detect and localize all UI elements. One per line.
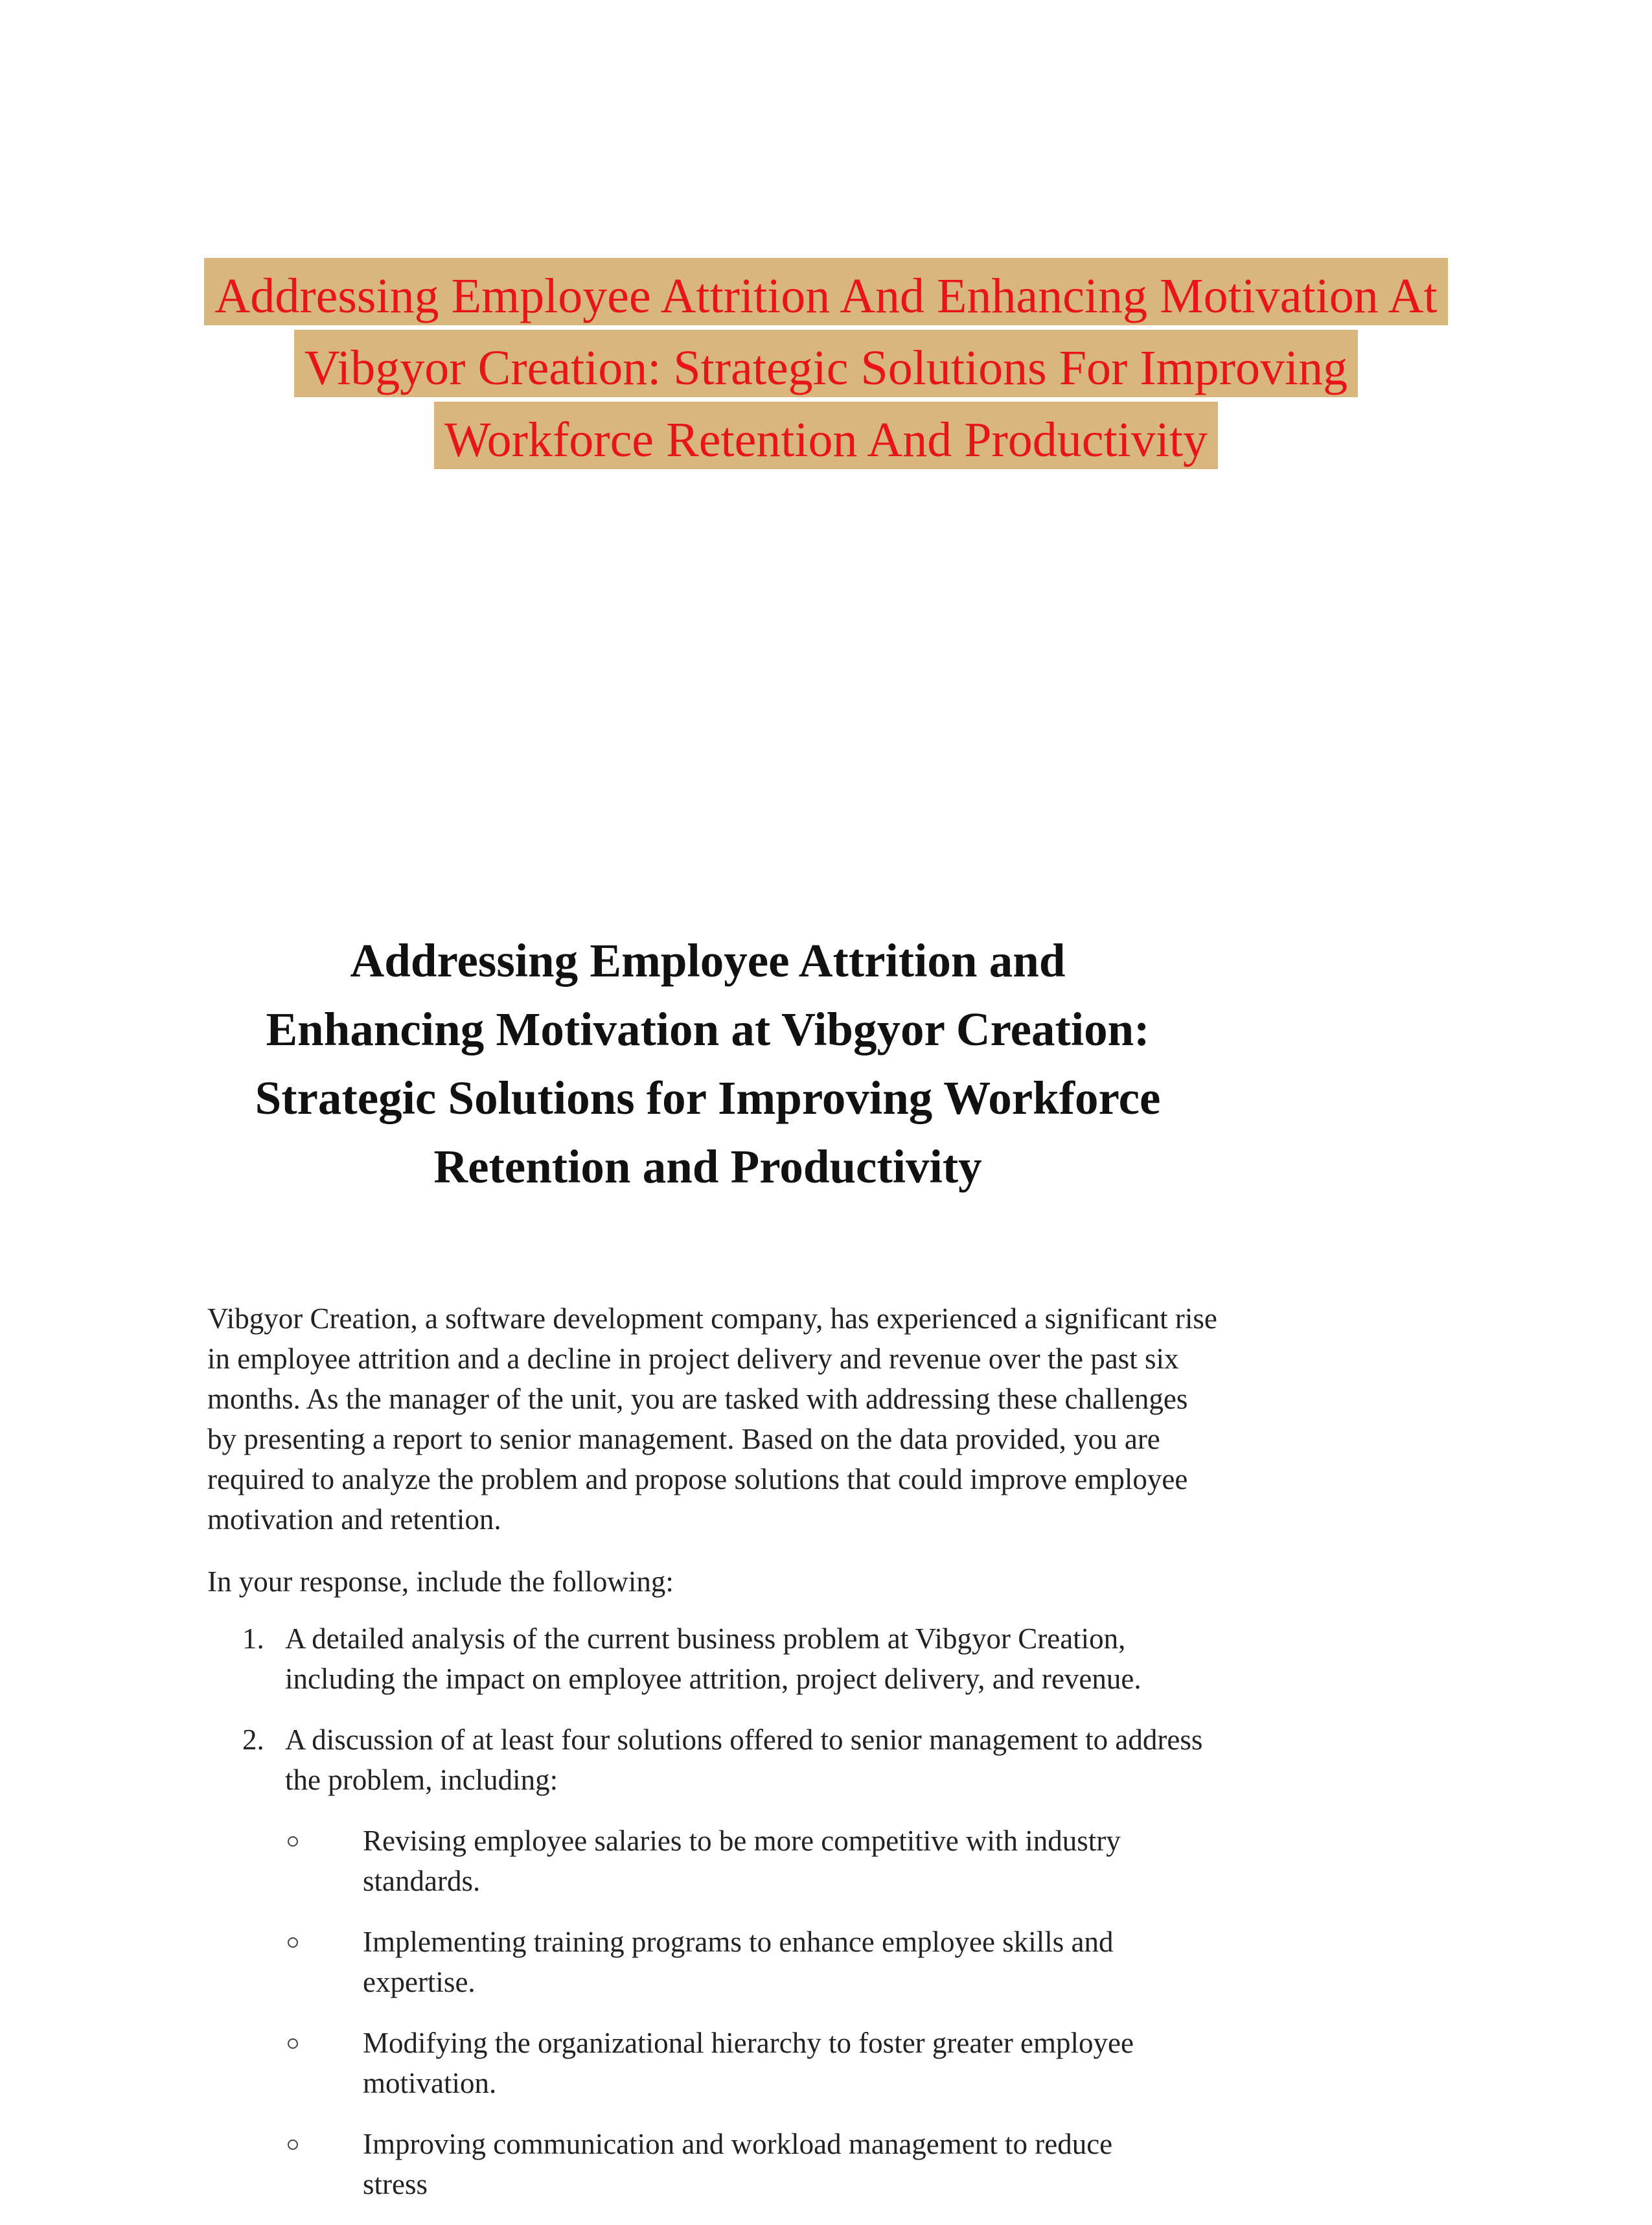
sublist-item xyxy=(285,1922,1140,2002)
list-number: 1. xyxy=(242,1622,264,1655)
list-number: 2. xyxy=(242,1724,264,1756)
hollow-circle-bullet-icon xyxy=(288,2139,298,2150)
title-line-3: Strategic Solutions for Improving Workforce xyxy=(255,1072,1161,1124)
list-item-text: A discussion of at least four solutions offered to senior management to address the problem, including: xyxy=(285,1724,1203,1796)
list-item-1 xyxy=(207,1619,1205,1699)
sublist-item-text: Revising employee salaries to be more competitive with industry standards. xyxy=(363,1825,1121,1897)
document-body xyxy=(207,927,1218,2225)
banner-line-3: Workforce Retention And Productivity xyxy=(434,402,1218,469)
intro-paragraph: Vibgyor Creation, a software development company, has experienced a significant rise in employee attrition and a decline in project delivery and revenue over the past six months. As the manager of the unit, you are tasked with addressing these challenges by presenting a report to senior management. Based on the data provided, you are required to analyze the problem and propose solutions that could improve employee motivation and retention. xyxy=(207,1302,1217,1536)
solutions-sublist xyxy=(285,1821,1205,2204)
banner-line-1: Addressing Employee Attrition And Enhancing Motivation At xyxy=(204,258,1447,325)
sublist-item xyxy=(285,2124,1140,2204)
title-line-2: Enhancing Motivation at Vibgyor Creation: xyxy=(266,1003,1150,1055)
hollow-circle-bullet-icon xyxy=(288,1836,298,1847)
title-line-1: Addressing Employee Attrition and xyxy=(350,934,1066,987)
lead-paragraph: In your response, include the following: xyxy=(207,1565,674,1598)
list-item-text: A detailed analysis of the current business problem at Vibgyor Creation, including the impact on employee attrition, project delivery, and revenue. xyxy=(285,1622,1141,1695)
list-item-2 xyxy=(207,1720,1205,2204)
banner-line-2: Vibgyor Creation: Strategic Solutions For Improving xyxy=(294,330,1358,397)
sublist-item-text: Improving communication and workload management to reduce stress xyxy=(363,2128,1113,2200)
requirements-list xyxy=(207,1619,1218,2204)
sublist-item-text: Modifying the organizational hierarchy to foster greater employee motivation. xyxy=(363,2027,1134,2099)
title-line-4: Retention and Productivity xyxy=(433,1140,982,1193)
hollow-circle-bullet-icon xyxy=(288,2038,298,2049)
sublist-item xyxy=(285,2023,1140,2103)
cover-banner-title xyxy=(0,258,1652,474)
sublist-item xyxy=(285,1821,1140,1901)
document-title xyxy=(207,927,1208,1201)
sublist-item-text: Implementing training programs to enhance employee skills and expertise. xyxy=(363,1926,1114,1998)
hollow-circle-bullet-icon xyxy=(288,1937,298,1948)
